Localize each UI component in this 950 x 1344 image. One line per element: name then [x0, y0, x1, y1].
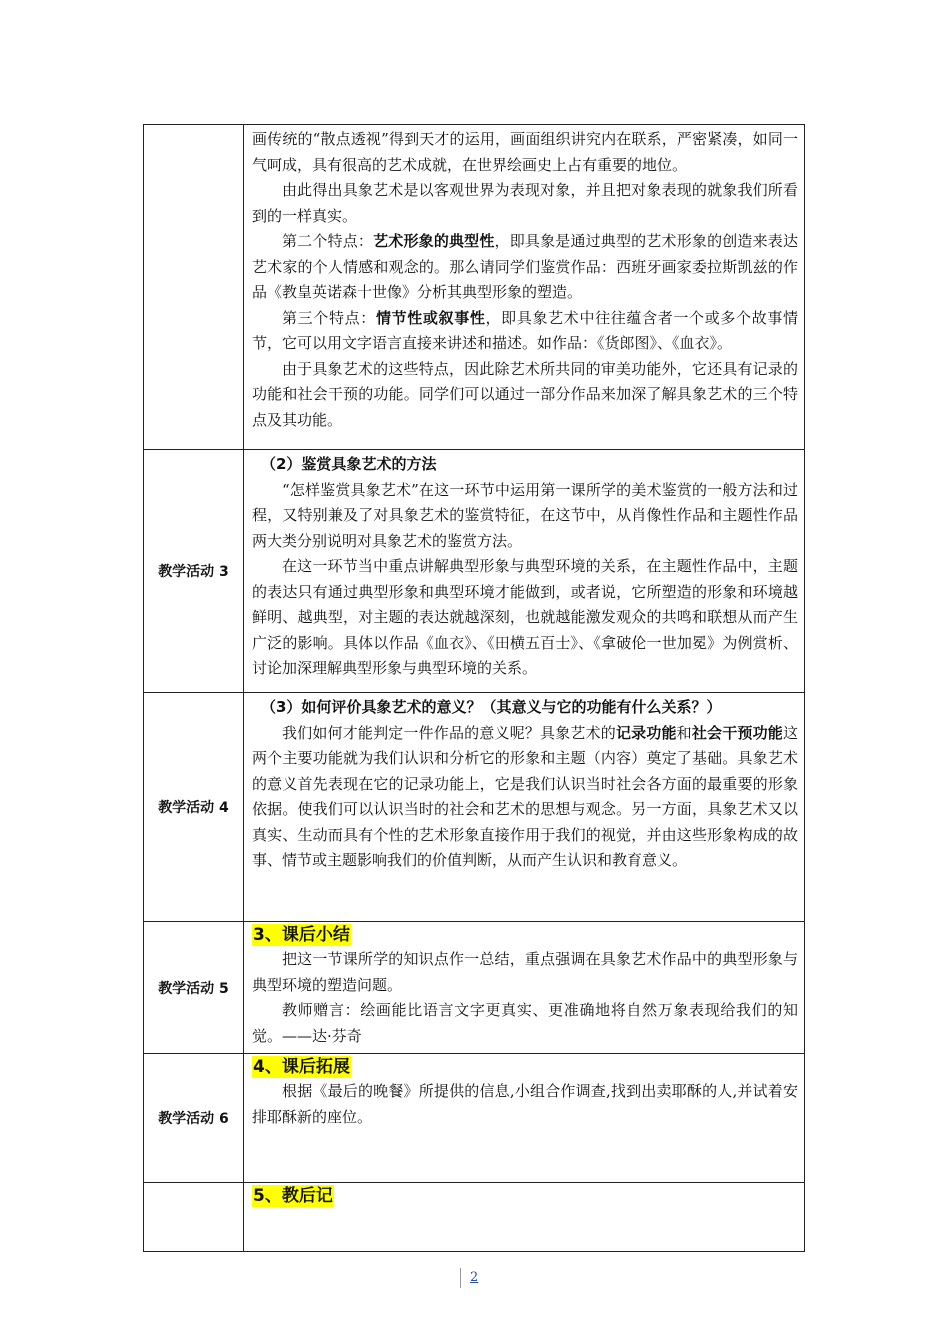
table-row — [144, 125, 805, 450]
activity-content — [244, 693, 805, 922]
paragraph: 根据《最后的晚餐》所提供的信息,小组合作调查,找到出卖耶酥的人,并试着安排耶酥新的座位。 — [252, 1082, 798, 1126]
paragraph: 把这一节课所学的知识点作一总结，重点强调在具象艺术作品中的典型形象与典型环境的塑造问题。 — [252, 950, 798, 994]
paragraph: 我们如何才能判定一件作品的意义呢？具象艺术的记录功能和社会干预功能这两个主要功能就为我们认识和分析它的形象和主题（内容）奠定了基础。具象艺术的意义首先表现在它的记录功能上，它是我们认识当时社会各方面的最重要的形象依据。使我们可以认识当时的社会和艺术的思想与观念。另一方面，具象艺术又以真实、生动而具有个性的艺术形象直接作用于我们的视觉，并由这些形象构成的故事、情节或主题影响我们的价值判断，从而产生认识和教育意义。 — [252, 723, 798, 869]
emphasis-text: 情节性或叙事性 — [375, 308, 486, 327]
table-row — [144, 693, 805, 922]
table-row — [144, 1054, 805, 1183]
activity-label: 教学活动 4 — [144, 693, 244, 922]
paragraph: 第三个特点：情节性或叙事性，即具象艺术中往往蕴含者一个或多个故事情节，它可以用文字语言直接来讲述和描述。如作品：《货郎图》、《血衣》。 — [252, 308, 798, 352]
activity-label: 教学活动 6 — [144, 1054, 244, 1183]
subheading: （3）如何评价具象艺术的意义？（其意义与它的功能有什么关系？） — [261, 698, 722, 716]
section-title: 3、课后小结 — [253, 925, 350, 945]
emphasis-text: 记录功能 — [615, 723, 677, 742]
activity-label — [144, 125, 244, 450]
activity-content — [244, 922, 805, 1054]
activity-content — [244, 1183, 805, 1252]
table-row — [144, 922, 805, 1054]
paragraph: 第二个特点：艺术形象的典型性，即具象是通过典型的艺术形象的创造来表达艺术家的个人情感和观念的。那么请同学们鉴赏作品：西班牙画家委拉斯凯兹的作品《教皇英诺森十世像》分析其典型形象的塑造。 — [252, 232, 798, 301]
activity-label: 教学活动 3 — [144, 450, 244, 693]
activity-label — [144, 1183, 244, 1252]
paragraph: 教师赠言：绘画能比语言文字更真实、更准确地将自然万象表现给我们的知觉。——达·芬奇 — [252, 1001, 798, 1045]
page-footer — [460, 1268, 478, 1288]
paragraph: 由此得出具象艺术是以客观世界为表现对象，并且把对象表现的就象我们所看到的一样真实。 — [252, 181, 798, 225]
table-row — [144, 450, 805, 693]
emphasis-text: 社会干预功能 — [691, 723, 783, 742]
paragraph: “怎样鉴赏具象艺术”在这一环节中运用第一课所学的美术鉴赏的一般方法和过程，又特别兼及了对具象艺术的鉴赏特征，在这节中，从肖像性作品和主题性作品两大类分别说明对具象艺术的鉴赏方法。 — [252, 480, 798, 550]
lesson-plan-table — [143, 124, 805, 1252]
activity-label: 教学活动 5 — [144, 922, 244, 1054]
activity-content — [244, 125, 805, 450]
emphasis-text: 艺术形象的典型性 — [373, 232, 495, 250]
activity-content — [244, 1054, 805, 1183]
subheading: （2）鉴赏具象艺术的方法 — [261, 455, 437, 473]
activity-content — [244, 450, 805, 693]
paragraph: 由于具象艺术的这些特点，因此除艺术所共同的审美功能外，它还具有记录的功能和社会干预的功能。同学们可以通过一部分作品来加深了解具象艺术的三个特点及其功能。 — [252, 359, 798, 429]
page-number[interactable]: 2 — [470, 1270, 479, 1285]
paragraph: 在这一环节当中重点讲解典型形象与典型环境的关系，在主题性作品中，主题的表达只有通过典型形象和典型环境才能做到，或者说，它所塑造的形象和环境越鲜明、越典型，对主题的表达就越深刻，也就越能激发观众的共鸣和联想从而产生广泛的影响。具体以作品《血衣》、《田横五百士》、《拿破伦一世加冕》为例赏析、讨论加深理解典型形象与典型环境的关系。 — [252, 557, 798, 677]
table-row — [144, 1183, 805, 1252]
paragraph: 画传统的“散点透视”得到天才的运用，画面组织讲究内在联系，严密紧凑，如同一气呵成，具有很高的艺术成就，在世界绘画史上占有重要的地位。 — [252, 130, 798, 174]
section-title: 4、课后拓展 — [253, 1057, 350, 1077]
section-title: 5、教后记 — [253, 1186, 333, 1206]
